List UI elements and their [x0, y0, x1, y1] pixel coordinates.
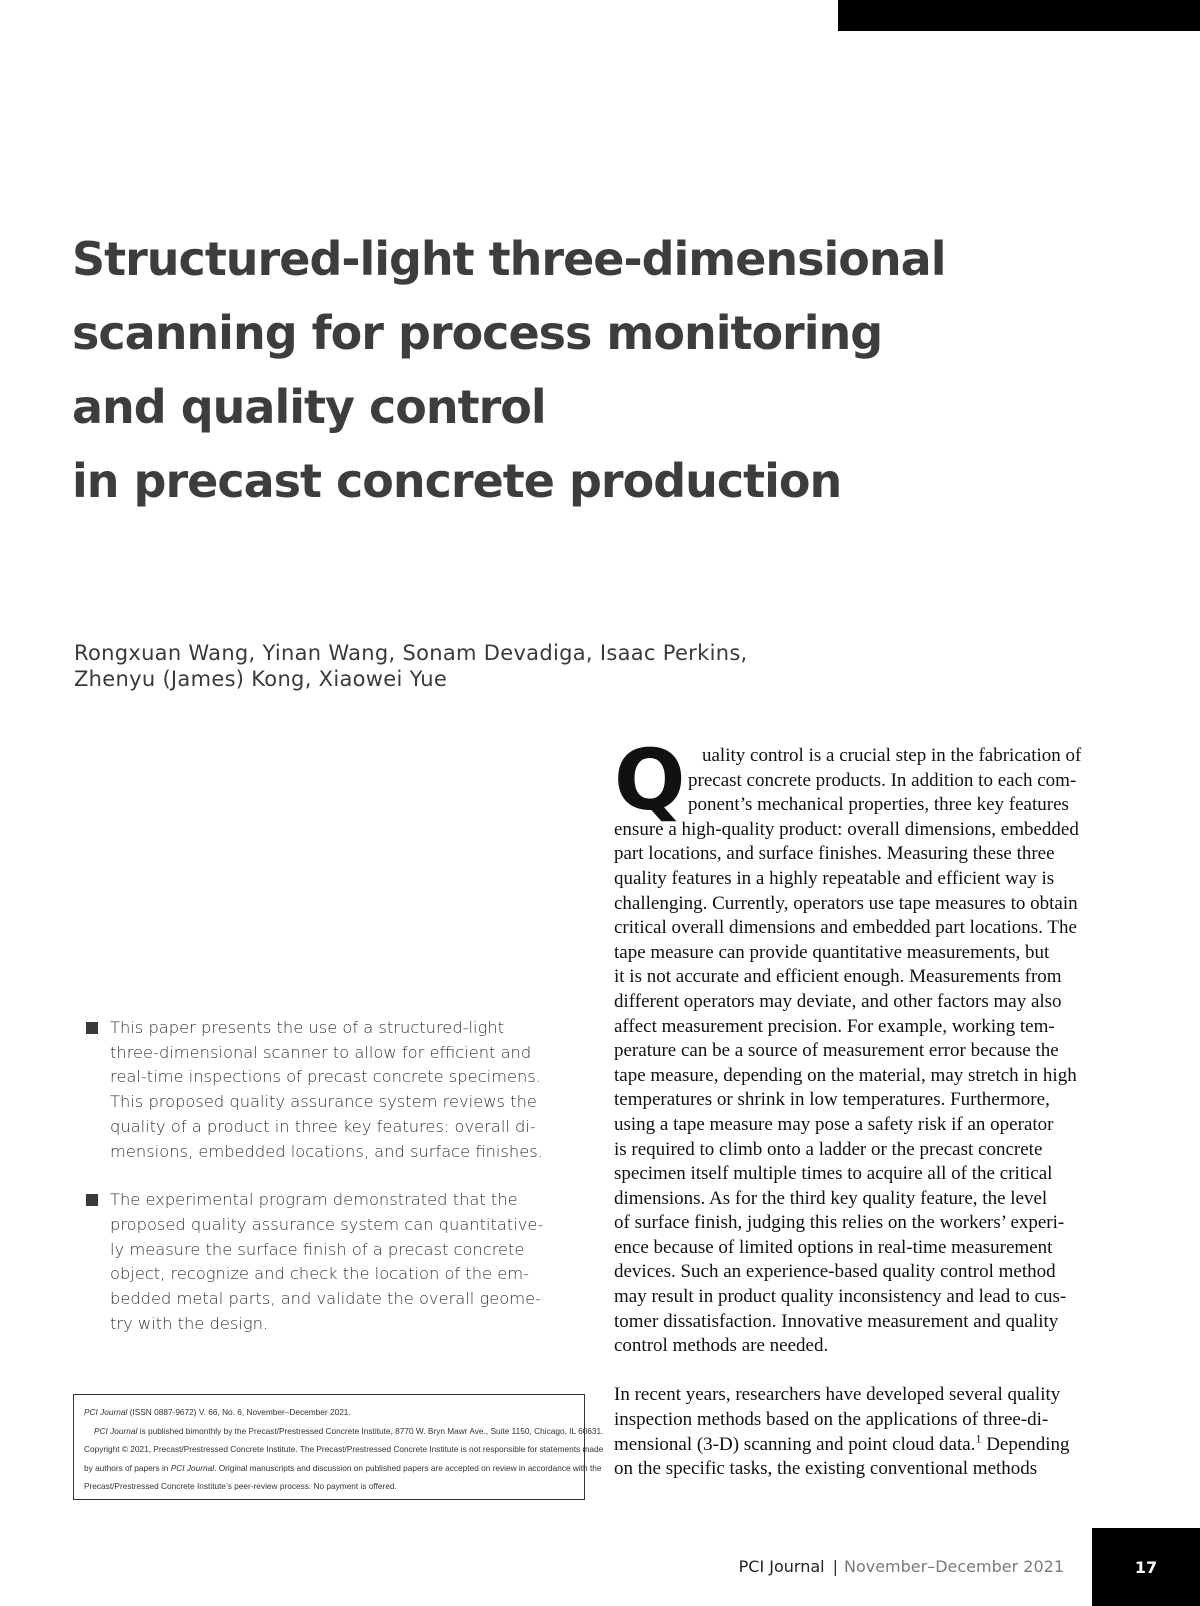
bullet-line: The experimental program demonstrated that the	[110, 1190, 518, 1210]
body-line: perature can be a source of measurement error because the	[614, 1040, 1059, 1062]
body-line: of surface finish, judging this relies on the workers’ experi-	[614, 1212, 1065, 1234]
bullet-line: mensions, embedded locations, and surface finishes.	[110, 1141, 543, 1161]
page-number-box	[1092, 1528, 1200, 1606]
citation-text: by authors of papers in	[84, 1462, 171, 1473]
body-line: uality control is a crucial step in the fabrication of	[702, 745, 1082, 766]
citation-box	[73, 1394, 604, 1500]
bullet-line: real-time inspections of precast concrete specimens.	[110, 1067, 541, 1087]
bullet-line: try with the design.	[110, 1313, 269, 1333]
body-line: precast concrete products. In addition to each com-	[688, 769, 1077, 791]
body-line: ponent’s mechanical properties, three key features	[688, 794, 1069, 816]
body-line: temperatures or shrink in low temperatures. Furthermore,	[614, 1089, 1050, 1111]
body-line: affect measurement precision. For example, working tem-	[614, 1015, 1055, 1037]
title-line: in precast concrete production	[72, 454, 842, 508]
body-line: inspection methods based on the applications of three-di-	[614, 1409, 1049, 1431]
body-text: Depending	[981, 1433, 1070, 1455]
author-line: Zhenyu (James) Kong, Xiaowei Yue	[74, 667, 448, 691]
summary-bullets	[86, 1016, 586, 1360]
journal-name: PCI Journal	[170, 1462, 215, 1473]
body-paragraph-2	[614, 1383, 1114, 1481]
body-line: challenging. Currently, operators use tape measures to obtain	[614, 892, 1078, 914]
body-line: dimensions. As for the third key quality feature, the level	[614, 1187, 1048, 1209]
journal-name: PCI Journal	[84, 1407, 128, 1417]
body-line: tape measure can provide quantitative measurements, but	[614, 941, 1050, 963]
title-line: scanning for process monitoring	[72, 306, 883, 360]
summary-bullet	[86, 1016, 586, 1164]
bullet-square-icon	[86, 1194, 98, 1206]
body-line: critical overall dimensions and embedded part locations. The	[614, 917, 1077, 939]
citation-text: is published bimonthly by the Precast/Prestressed Concrete Institute, 8770 W. Bryn Mawr Ave., Suite 1150, Chicago, IL 60631.	[137, 1425, 604, 1436]
footer-date: November–December 2021	[843, 1557, 1064, 1576]
citation-text: . Original manuscripts and discussion on published papers are accepted on review in accordance with the	[214, 1462, 602, 1473]
author-line: Rongxuan Wang, Yinan Wang, Sonam Devadiga, Isaac Perkins,	[74, 641, 748, 665]
bullet-line: ly measure the surface finish of a precast concrete	[110, 1239, 525, 1259]
body-line: it is not accurate and efficient enough. Measurements from	[614, 966, 1062, 988]
footer-separator: |	[832, 1557, 838, 1576]
article-title	[72, 222, 1072, 518]
body-line: is required to climb onto a ladder or the precast concrete	[614, 1138, 1043, 1160]
title-line: and quality control	[72, 380, 546, 434]
bullet-line: object, recognize and check the location of the em-	[110, 1264, 529, 1284]
body-line: using a tape measure may pose a safety risk if an operator	[614, 1113, 1054, 1135]
summary-bullet	[86, 1188, 586, 1336]
author-list	[74, 640, 974, 692]
body-text-column	[614, 731, 1114, 1482]
citation-text: (ISSN 0887-9672) V. 66, No. 6, November–December 2021.	[127, 1407, 351, 1417]
bullet-text	[110, 1016, 586, 1164]
body-paragraph-1	[614, 744, 1114, 1359]
bullet-line: bedded metal parts, and validate the overall geome-	[110, 1289, 541, 1309]
citation-line	[84, 1403, 574, 1422]
bullet-line: three-dimensional scanner to allow for efficient and	[110, 1042, 532, 1062]
bullet-line: proposed quality assurance system can quantitative-	[110, 1214, 544, 1234]
body-line: ensure a high-quality product: overall dimensions, embedded	[614, 818, 1079, 840]
citation-line: Copyright © 2021, Precast/Prestressed Concrete Institute. The Precast/Prestressed Concrete Institute is not responsible for statements made	[84, 1444, 604, 1454]
body-line: tomer dissatisfaction. Innovative measurement and quality	[614, 1310, 1059, 1332]
body-line: on the specific tasks, the existing conventional methods	[614, 1458, 1038, 1480]
body-line	[614, 1433, 1114, 1458]
body-line: may result in product quality inconsistency and lead to cus-	[614, 1286, 1067, 1308]
running-footer	[739, 1557, 1064, 1576]
body-text: mensional (3-D) scanning and point cloud data.	[614, 1433, 976, 1455]
bullet-text	[110, 1188, 586, 1336]
reference-superscript: 1	[975, 1431, 982, 1446]
bullet-line: This paper presents the use of a structured-light	[110, 1018, 505, 1037]
title-line: Structured-light three-dimensional	[72, 232, 946, 286]
body-line: ence because of limited options in real-time measurement	[614, 1236, 1053, 1258]
citation-line	[84, 1422, 604, 1441]
body-line: part locations, and surface finishes. Measuring these three	[614, 843, 1055, 865]
page-number: 17	[1134, 1557, 1158, 1577]
top-decorative-bar	[838, 0, 1200, 31]
body-line: quality features in a highly repeatable and efficient way is	[614, 867, 1055, 889]
body-line: different operators may deviate, and other factors may also	[614, 990, 1062, 1012]
journal-name: PCI Journal	[94, 1425, 138, 1436]
body-line: devices. Such an experience-based quality control method	[614, 1261, 1056, 1283]
bullet-line: This proposed quality assurance system reviews the	[110, 1092, 537, 1112]
drop-cap: Q	[614, 731, 686, 829]
body-line: tape measure, depending on the material, may stretch in high	[614, 1064, 1077, 1086]
footer-journal: PCI Journal	[738, 1557, 825, 1576]
body-line: specimen itself multiple times to acquire all of the critical	[614, 1163, 1053, 1185]
bullet-line: quality of a product in three key features: overall di-	[110, 1116, 536, 1136]
bullet-square-icon	[86, 1022, 98, 1034]
citation-line	[84, 1459, 602, 1478]
citation-line: Precast/Prestressed Concrete Institute’s peer-review process. No payment is offered.	[84, 1481, 397, 1491]
body-line: control methods are needed.	[614, 1335, 829, 1357]
body-line: In recent years, researchers have developed several quality	[614, 1384, 1061, 1406]
